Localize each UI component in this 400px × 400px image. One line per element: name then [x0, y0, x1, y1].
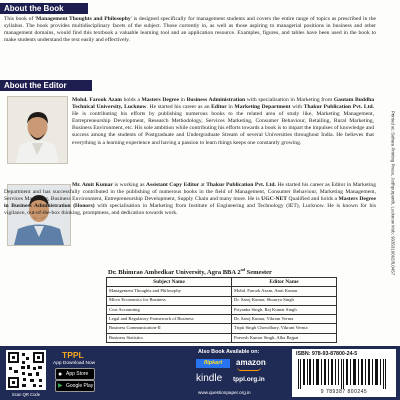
subject-cell: Micro Economics for Business	[107, 296, 232, 305]
header-editor: Editor Name	[232, 278, 337, 287]
editor-cell: Dr. Saroj Kumar, Vikram Verma	[232, 315, 337, 324]
app-store-badge[interactable]	[55, 368, 95, 380]
google-play-badge[interactable]	[55, 380, 95, 392]
printer-spine	[389, 58, 397, 328]
table-row	[107, 287, 337, 296]
university-semester-heading: Dr. Bhimrao Ambedkar University, Agra BBA 2nd Semester	[108, 267, 272, 277]
subject-cell: Cost Accounting	[107, 305, 232, 314]
editor-2-name: Mr. Amit Kumar	[72, 182, 113, 188]
apple-icon: ●	[58, 370, 63, 378]
tppl-org-link[interactable]: tppl.org.in	[233, 376, 265, 383]
tppl-app-title: TPPL	[62, 350, 84, 360]
isbn-label: ISBN: 978-93-87800-24-5	[296, 351, 358, 357]
about-book-heading: About the Book	[4, 4, 64, 13]
header-subject: Subject Name	[107, 278, 232, 287]
footer-band	[0, 346, 400, 400]
about-book-text: This book of 'Management Thoughts and Philosophy' is designed specifically for management students and covers the entire range of topics as prescribed in the syllabus. The book provides multidisciplinary facets of the subject. Those currently in, as well as those aspiring to managerial positions in business and other management domains, would find this textbook a valuable learning tool and an application resource. Examples, figures, and tables have been used in the book to make students understand the text easily and effectively.	[4, 16, 376, 44]
play-icon: ▶	[58, 383, 63, 389]
editor-cell: Dr. Saroj Kumar, Shourya Singh	[232, 296, 337, 305]
table-row	[107, 296, 337, 305]
table-row	[107, 315, 337, 324]
qr-code-icon	[6, 350, 46, 390]
barcode-icon	[296, 359, 392, 389]
app-store-label: App Store	[66, 371, 89, 377]
book-title: Management Thoughts and Philosophy	[36, 16, 131, 22]
subject-cell: Management Thoughts and Philosophy	[107, 287, 232, 296]
subject-cell: Business Communication-II	[107, 324, 232, 333]
subject-cell: Business Statistics	[107, 333, 232, 342]
google-play-label: Google Play	[66, 383, 94, 389]
editor-cell: Mohd. Farook Azam, Amit Kumar	[232, 287, 337, 296]
amazon-smile-icon	[237, 367, 261, 371]
flipkart-logo[interactable]: flipkart	[196, 359, 230, 368]
isbn-digits: 9 789387 800245	[320, 389, 368, 395]
website-link[interactable]: www.questionpaper.org.in	[198, 390, 251, 395]
editor-1-bio: Mohd. Farook Azam holds a Masters Degree in Business Administration with specialisation in Marketing from Gautam Buddha Technical University, Lucknow. He started his career as an Editor in Marketing Department with Thakur Publication Pvt. Ltd. He is contributing his efforts by publishing numerous books to the related area of study like, Marketing Management, Entrepreneurship Development, Research Methodology, Services Marketing, Consumer Behaviour, Retailing, Rural Marketing, Business Environment, etc. His sole ambition while contributing his efforts towards a book is to impart the impulses of knowledge and success among the students of Postgraduate and Undergraduate Stream of several Universities throughout India. He believes that everything is a learning experience and having a passion to learn things keeps one constantly growing.	[72, 97, 374, 146]
qr-code[interactable]	[6, 350, 46, 390]
about-editor-heading-band	[0, 80, 92, 91]
printer-info: Printed at: Sahara Printing Press, Jodhpurpanth, Lucknow Mob: 9335316062/8,0457	[390, 110, 396, 276]
table-row	[107, 305, 337, 314]
scan-qr-label: Scan QR Code	[11, 392, 41, 397]
about-book-heading-band	[0, 3, 88, 14]
about-editor-heading: About the Editor	[4, 81, 67, 90]
subjects-table	[106, 277, 337, 343]
editor-1-name: Mohd. Farook Azam	[72, 97, 122, 103]
editor-cell: Pravesh Kumar Singh, Alka Bajpai	[232, 333, 337, 342]
subject-cell: Legal and Regulatory Framework of Business	[107, 315, 232, 324]
editor-cell: Priyanka Singh, Raj Kumar Singh	[232, 305, 337, 314]
table-row	[107, 333, 337, 342]
amazon-logo[interactable]: amazon	[236, 358, 266, 367]
app-download-label: App Download Now	[53, 361, 96, 366]
editor-1-photo	[7, 96, 68, 164]
editor-2-bio: Mr. Amit Kumar is working as Assistant Copy Editor at Thakur Publication Pvt. Ltd. He started his career as Editor in Marketing Department and has successfully contributed in the publishing of numerous books in the field of Management, Consumer Behaviour, Marketing Management, Services Marketing, Business Environment, Entrepreneurship Development, Supply Chain and many more. He is UGC-NET Qualified and holds a Masters Degree in Business Administration (Honors) with specialisation in Marketing from Institute of Engineering and Technology (IET), Lucknow. He is known for his vigilance, out-of-the-box thinking, promptness, and dedication towards work.	[4, 182, 376, 217]
table-row	[107, 324, 337, 333]
barcode-panel	[292, 349, 396, 397]
also-available-label: Also Book Available on:	[198, 349, 260, 355]
table-header-row	[107, 278, 337, 287]
editor-cell: Tripti Singh Chowdhary, Vikrant Verma	[232, 324, 337, 333]
kindle-logo[interactable]: kindle	[196, 373, 223, 384]
